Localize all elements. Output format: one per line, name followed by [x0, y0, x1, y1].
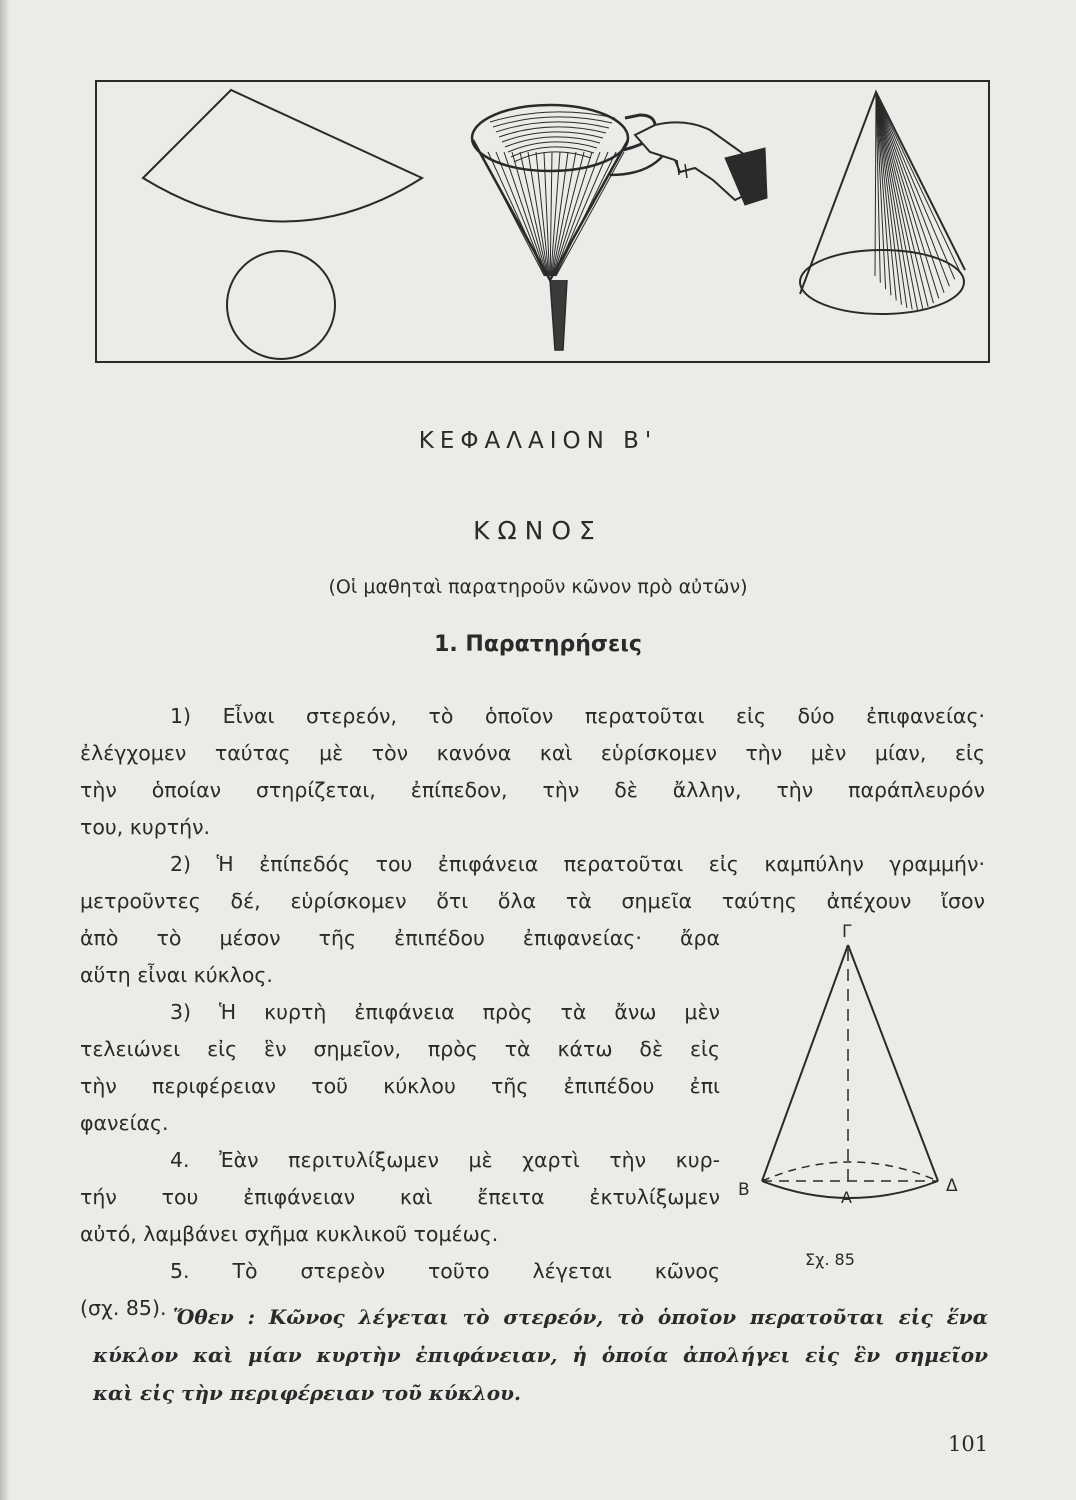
paragraph-line: 4. Ἐὰν περιτυλίξωμεν μὲ χαρτὶ τὴν κυρ- [170, 1148, 720, 1172]
paragraph-line: (σχ. 85). [80, 1296, 167, 1320]
paragraph-line: 3) Ἡ κυρτὴ ἐπιφάνεια πρὸς τὰ ἄνω μὲν [170, 1000, 720, 1024]
paragraph-line: 1) Εἶναι στερεόν, τὸ ὁποῖον περατοῦται εἰς δύο ἐπιφανείας· [170, 704, 985, 728]
definition [93, 1298, 988, 1412]
paragraph-line: αὐτό, λαμβάνει σχῆμα κυκλικοῦ τομέως. [80, 1222, 499, 1246]
cone-diagram [730, 915, 980, 1215]
paragraph-line: τήν του ἐπιφάνειαν καὶ ἔπειτα ἐκτυλίξωμεν [80, 1185, 720, 1209]
paragraph-line: 5. Τὸ στερεὸν τοῦτο λέγεται κῶνος [170, 1259, 720, 1283]
page-edge-shadow [0, 0, 10, 1500]
paragraph-line: του, κυρτήν. [80, 815, 211, 839]
page-title: ΚΩΝΟΣ [473, 516, 603, 545]
paragraph-line: τὴν περιφέρειαν τοῦ κύκλου τῆς ἐπιπέδου ἐπι [80, 1074, 720, 1098]
chapter-title: ΚΕΦΑΛΑΙΟΝ Β' [418, 428, 658, 454]
paragraph-line: τὴν ὁποίαν στηρίζεται, ἐπίπεδον, τὴν δὲ ἄλλην, τὴν παράπλευρόν [80, 778, 985, 802]
narrow-column [80, 920, 720, 1327]
page-number: 101 [948, 1432, 989, 1456]
cone-illustrations [95, 80, 990, 363]
paragraph-line: ἐλέγχομεν ταύτας μὲ τὸν κανόνα καὶ εὑρίσκομεν τὴν μὲν μίαν, εἰς [80, 741, 985, 765]
paragraph-line: φανείας. [80, 1111, 169, 1135]
figure-caption: Σχ. 85 [805, 1250, 855, 1269]
definition-line: Ὅθεν : Κῶνος λέγεται τὸ στερεόν, τὸ ὁποῖον περατοῦται εἰς ἕνα [173, 1305, 988, 1329]
definition-line: κύκλον καὶ μίαν κυρτὴν ἐπιφάνειαν, ἡ ὁποία ἀπολήγει εἰς ἓν σημεῖον [93, 1343, 988, 1367]
paragraph-line: μετροῦντες δέ, εὑρίσκομεν ὅτι ὅλα τὰ σημεῖα ταύτης ἀπέχουν ἴσον [80, 889, 985, 913]
funnel-figure [472, 105, 767, 350]
paragraph-line: ἀπὸ τὸ μέσον τῆς ἐπιπέδου ἐπιφανείας· ἄρα [80, 926, 720, 950]
section-heading: 1. Παρατηρήσεις [434, 632, 642, 657]
paragraph-2 [80, 846, 985, 920]
paragraph-line: 2) Ἡ ἐπίπεδός του ἐπιφάνεια περατοῦται εἰς καμπύλην γραμμήν· [170, 852, 985, 876]
paragraph-line: τελειώνει εἰς ἓν σημεῖον, πρὸς τὰ κάτω δὲ εἰς [80, 1037, 720, 1061]
apex-label: Γ [842, 922, 852, 942]
hatched-cone-figure [800, 92, 965, 314]
definition-line: καὶ εἰς τὴν περιφέρειαν τοῦ κύκλου. [93, 1381, 521, 1405]
center-point-label: Α [841, 1188, 852, 1207]
sector-figure [143, 90, 422, 359]
paragraph-line: αὕτη εἶναι κύκλος. [80, 963, 273, 987]
right-point-label: Δ [946, 1176, 958, 1196]
left-point-label: Β [738, 1180, 750, 1200]
paragraph-1 [80, 698, 985, 846]
subtitle: (Οἱ μαθηταὶ παρατηροῦν κῶνον πρὸ αὐτῶν) [328, 576, 748, 598]
